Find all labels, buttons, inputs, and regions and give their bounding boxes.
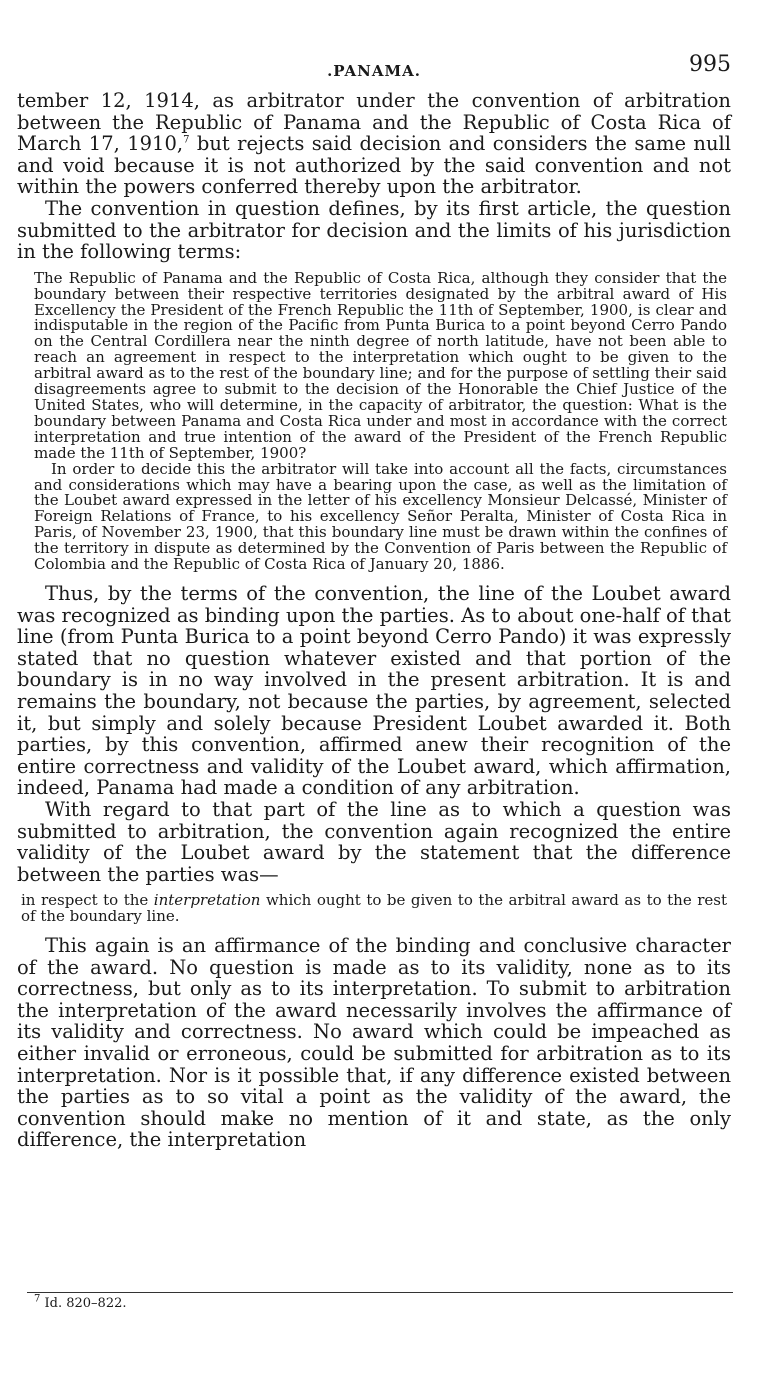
quote-paragraph-2: In order to decide this the arbitrator will take into account all the facts, circumstances and considerations which may have a bearing upon the case, as well as the limitation of the Loubet award expressed in the letter of his excellency Monsieur Delcassé, Minister of Foreign Relations of France, to his excellency Señor Peralta, Minister of Costa Rica in Paris, of November 23, 1900, that this boundary line must be drawn within the confines of the territory in dispute as determined by the Convention of Paris between the Republic of Colombia and the Republic of Costa Rica of January 20, 1886. [34,459,727,574]
footnote-rule [27,1292,733,1293]
block-quote-convention [17,268,731,574]
quote-3-text-b: which ought to be given to the arbitral award as to the rest of the boundary line. [21,891,727,926]
footnote-marker: 7 [34,1293,41,1305]
paragraph-1 [17,90,731,198]
page-header [17,50,731,90]
quote-paragraph-1: The Republic of Panama and the Republic of Costa Rica, although they consider that the boundary between their respective territories designated by the arbitral award of His Excellency the President of the French Republic the 11th of September, 1900, is clear and indisputable in the region of the Pacific from Punta Burica to a point beyond Cerro Pando on the Central Cordillera near the ninth degree of north latitude, have not been able to reach an agreement in respect to the interpretation which ought to be given to the arbitral award as to the rest of the boundary line; and for the purpose of settling their said disagreements agree to submit to the decision of the Honorable the Chief Justice of the United States, who will determine, in the capacity of arbitrator, the question: What is the boundary between Panama and Costa Rica under and most in accordance with the correct interpretation and true intention of the award of the President of the French Republic made the 11th of September, 1900? [34,268,727,462]
quote-3-emphasis: interpretation [153,891,261,910]
paragraph-4: With regard to that part of the line as to which a question was submitted to arbitration, the convention again recognized the entire validity of the Loubet award by the statement that the difference between the parties was— [17,797,731,886]
footnote-reference: 7 [183,134,190,146]
page-number: 995 [689,52,731,77]
paragraph-3: Thus, by the terms of the convention, the line of the Loubet award was recognized as binding upon the parties. As to about one-half of that line (from Punta Burica to a point beyond Cerro Pando) it was expressly stated that no question whatever existed and that portion of the boundary is in no way involved in the present arbitration. It is and remains the boundary, not because the parties, by agreement, selected it, but simply and solely because President Loubet awarded it. Both parties, by this convention, affirmed anew their recognition of the entire correctness and validity of the Loubet award, which affirmation, indeed, Panama had made a condition of any arbitration. [17,581,731,800]
paragraph-1-text-b: but rejects said decision and considers the same null and void because it is not authorized by the said convention and not within the powers conferred thereby upon the arbitrator. [17,132,731,199]
running-title: .PANAMA. [327,62,421,80]
paragraph-1-text-a: tember 12, 1914, as arbitrator under the convention of arbitration between the Republic of Panama and the Republic of Costa Rica of March 17, 1910, [17,89,731,156]
footnote-text: Id. 820–822. [40,1296,127,1311]
paragraph-5: This again is an affirmance of the binding and conclusive character of the award. No question is made as to its validity, none as to its correctness, but only as to its interpretation. To submit to arbitration the interpretation of the award necessarily involves the affirmance of its validity and correctness. No award which could be impeached as either invalid or erroneous, could be submitted for arbitration as to its interpretation. Nor is it possible that, if any difference existed between the parties as to so vital a point as the validity of the award, the convention should make no mention of it and state, as the only difference, the interpretation [17,934,731,1152]
quote-paragraph-3 [17,893,731,925]
block-quote-difference [17,893,731,925]
paragraph-2: The convention in question defines, by its first article, the question submitted to the arbitrator for decision and the limits of his jurisdiction in the following terms: [17,196,731,264]
footnote [34,1293,127,1311]
body-text [17,90,731,1151]
quote-3-text-a: in respect to the [21,891,154,910]
